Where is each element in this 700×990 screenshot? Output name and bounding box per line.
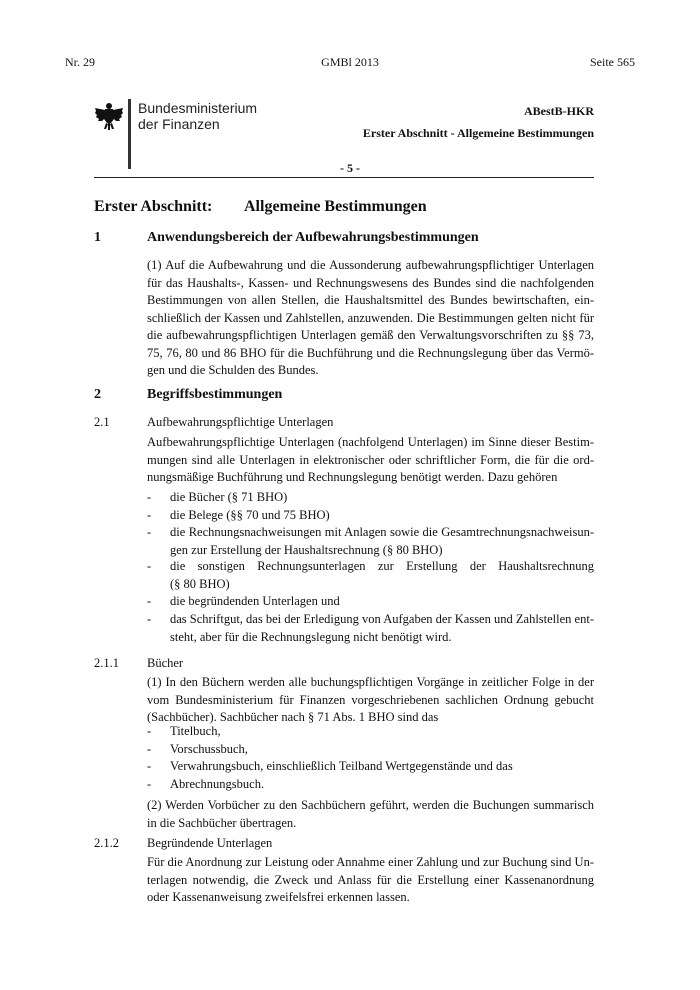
- logo-line-1: Bundesministerium: [138, 100, 258, 116]
- page-reference: Seite 565: [590, 55, 635, 69]
- section-label: Erster Abschnitt:: [94, 198, 213, 215]
- list-item: - die Bücher (§ 71 BHO): [147, 490, 288, 504]
- section-2-1-1-paragraph-2: [147, 797, 594, 832]
- section-1-heading: Anwendungsbereich der Aufbewahrungsbestimmungen: [147, 230, 479, 245]
- text-line: (§ 80 BHO): [170, 576, 230, 591]
- text-line: Für die Anordnung zur Leistung oder Annahme einer Zahlung und zur Buchung sind Un-: [147, 855, 594, 869]
- federal-eagle-icon: [94, 100, 124, 132]
- list-item: - Titelbuch,: [147, 724, 221, 738]
- logo-line-2: der Finanzen: [138, 116, 220, 132]
- list-item: - Verwahrungsbuch, einschließlich Teilband Wertgegenstände und das: [147, 759, 513, 773]
- text-line: (2) Werden Vorbücher zu den Sachbüchern geführt, werden die Buchungen summarisch: [147, 798, 594, 812]
- text-line: die aufbewahrungspflichtigen Unterlagen gemäß den Verwaltungsvorschriften zu §§ 73,: [147, 328, 594, 342]
- issue-number: Nr. 29: [65, 55, 95, 69]
- header-rule: [94, 177, 594, 178]
- page-number: - 5 -: [340, 161, 360, 175]
- text-line: für das Haushalts-, Kassen- und Rechnungswesens des Bundes sind die nachfolgenden: [147, 275, 594, 290]
- text-line: nungsmäßige Buchführung und Rechnungslegung benötigt werden. Dazu gehören: [147, 470, 558, 484]
- text-line: (Sachbücher). Sachbücher nach § 71 Abs. 1 BHO sind das: [147, 710, 439, 724]
- document-section: Erster Abschnitt - Allgemeine Bestimmungen: [362, 126, 594, 140]
- text-line: das Schriftgut, das bei der Erledigung von Aufgaben der Kassen und Zahlstellen ent-: [170, 612, 594, 626]
- ministry-logo-text: [138, 100, 257, 132]
- list-item: - Vorschussbuch,: [147, 742, 248, 756]
- section-2-number: 2: [94, 387, 101, 402]
- list-item: - Abrechnungsbuch.: [147, 777, 265, 791]
- list-item: - die Belege (§§ 70 und 75 BHO): [147, 508, 330, 522]
- text-line: Bestimmungen von allen Stellen, die Haushaltsmittel des Bundes bewirtschaften, ein-: [147, 293, 594, 307]
- text-line: (1) In den Büchern werden alle buchungspflichtigen Vorgänge in zeitlicher Folge in der: [147, 675, 594, 689]
- section-title: Allgemeine Bestimmungen: [244, 198, 427, 215]
- list-item: - die Rechnungsnachweisungen mit Anlagen sowie die Gesamtrechnungsnachweisun- gen zur Erstellung der Haushaltsrechnung (§ 80 BHO): [147, 524, 594, 560]
- section-2-1-number: 2.1: [94, 415, 110, 429]
- text-line: gen zur Erstellung der Haushaltsrechnung (§ 80 BHO): [170, 542, 443, 557]
- text-line: Aufbewahrungspflichtige Unterlagen (nachfolgend Unterlagen) im Sinne dieser Bestim-: [147, 435, 594, 449]
- text-line: gen und die Schulden des Bundes.: [147, 363, 319, 377]
- text-line: terlagen notwendig, die Zweck und Anlass für die Erstellung einer Kassenanordnung: [147, 872, 594, 887]
- list-item: - die begründenden Unterlagen und: [147, 594, 340, 608]
- section-2-1-2-heading: Begründende Unterlagen: [147, 836, 273, 850]
- text-line: 75, 76, 80 und 86 BHO für die Buchführung und die Rechnungslegung über das Vermö-: [147, 345, 594, 360]
- logo-divider: [128, 99, 131, 169]
- section-2-heading: Begriffsbestimmungen: [147, 387, 283, 402]
- text-line: die sonstigen Rechnungsunterlagen zur Erstellung der Haushaltsrechnung: [170, 559, 594, 573]
- gazette-title: GMBl 2013: [321, 55, 379, 69]
- section-1-number: 1: [94, 230, 101, 245]
- text-line: in die Sachbücher übertragen.: [147, 815, 297, 830]
- section-2-1-2-paragraph: [147, 854, 594, 907]
- text-line: steht, aber für die Rechnungslegung nicht benötigt wird.: [170, 629, 452, 644]
- section-1-paragraph: [147, 257, 594, 380]
- text-line: schließlich der Kassen und Zahlstellen, anzuwenden. Die Bestimmungen gelten nicht für: [147, 310, 594, 325]
- section-2-1-1-number: 2.1.1: [94, 656, 119, 670]
- document-code: ABestB-HKR: [524, 104, 594, 118]
- section-2-1-paragraph: [147, 434, 594, 487]
- text-line: vom Bundesministerium für Finanzen vorgeschriebenen sachlichen Ordnung gebucht: [147, 692, 594, 707]
- text-line: mungen sind alle Unterlagen in elektronischer oder schriftlicher Form, die für die ord-: [147, 452, 594, 467]
- section-2-1-2-number: 2.1.2: [94, 836, 119, 850]
- text-line: die Rechnungsnachweisungen mit Anlagen sowie die Gesamtrechnungsnachweisun-: [170, 525, 594, 539]
- section-2-1-heading: Aufbewahrungspflichtige Unterlagen: [147, 415, 334, 429]
- text-line: (1) Auf die Aufbewahrung und die Aussonderung aufbewahrungspflichtiger Unterlagen: [147, 258, 594, 272]
- list-item: - die sonstigen Rechnungsunterlagen zur Erstellung der Haushaltsrechnung (§ 80 BHO): [147, 558, 594, 594]
- text-line: oder Kassenanweisung zweifelsfrei erkennen lassen.: [147, 890, 410, 904]
- section-2-1-1-heading: Bücher: [147, 656, 184, 670]
- section-2-1-1-paragraph-1: [147, 674, 594, 727]
- list-item: - das Schriftgut, das bei der Erledigung von Aufgaben der Kassen und Zahlstellen ent- steht, aber für die Rechnungslegung nicht benötigt wird.: [147, 611, 594, 647]
- section-heading: [94, 198, 427, 216]
